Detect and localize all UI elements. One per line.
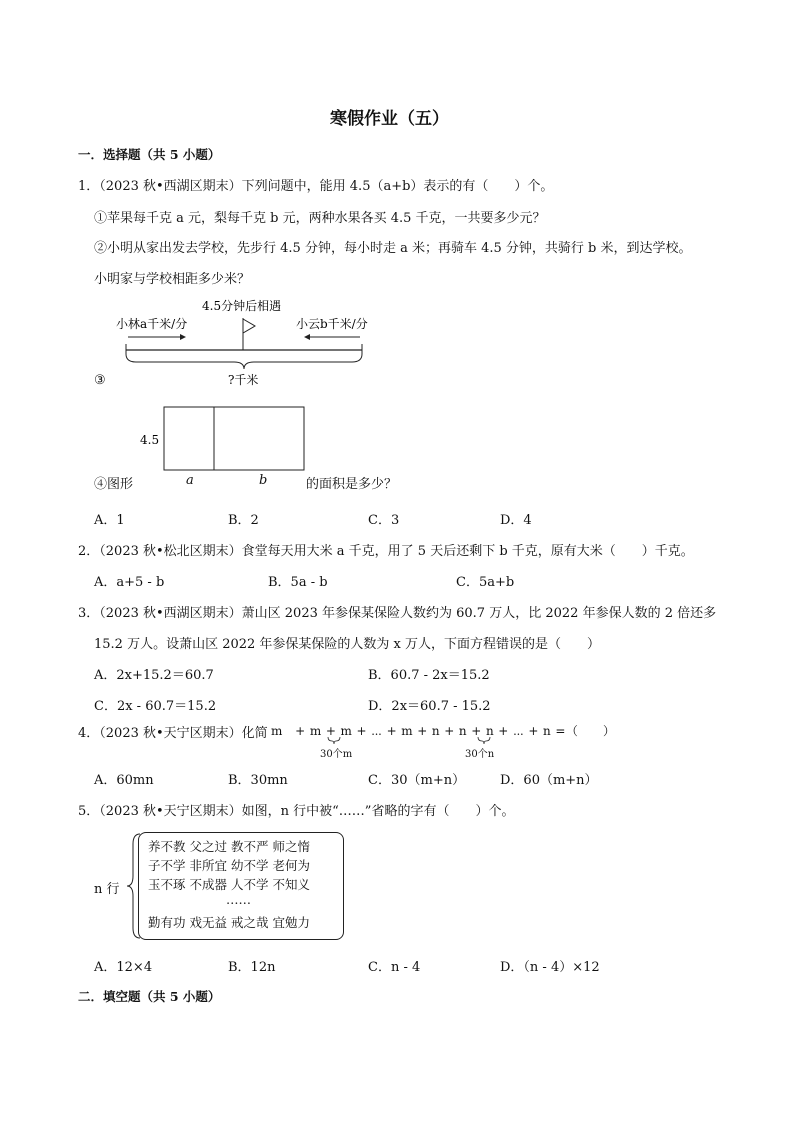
q4-option-b[interactable]: B．30mn [228, 773, 288, 788]
q3-option-d[interactable]: D．2x＝60.7 - 15.2 [368, 699, 491, 714]
q4-brace-m-label: 30个m [320, 749, 353, 760]
q5-verse-row-1: 养不教 父之过 教不严 师之惰 [148, 839, 311, 854]
q5-verse-row-3: 玉不琢 不成器 人不学 不知义 [148, 877, 311, 892]
q5-option-c[interactable]: C．n - 4 [368, 960, 421, 975]
q1-option-c[interactable]: C．3 [368, 513, 400, 528]
q4-brace-n-label: 30个n [465, 749, 495, 760]
rectangle-diagram [136, 404, 316, 474]
diagram-bottom-label: ?千米 [228, 373, 259, 387]
q3-option-a[interactable]: A．2x+15.2＝60.7 [94, 668, 214, 683]
q3-stem-line1: 3．（2023 秋•西湖区期末）萧山区 2023 年参保某保险人数约为 60.7 万人，比 2022 年参保人数的 2 倍还多 [78, 606, 717, 621]
q4-option-c[interactable]: C．30（m+n） [368, 773, 466, 788]
flag-icon [243, 319, 255, 333]
distance-brace [126, 354, 362, 369]
q4-expression: m + m + m + ⋯ + m + n + n + n + ⋯ + n =（ ） [271, 724, 616, 738]
diagram-top-label: 4.5分钟后相遇 [202, 299, 282, 313]
q2-option-b[interactable]: B．5a - b [268, 575, 328, 590]
rect-b-label: b [259, 473, 268, 488]
q4-option-a[interactable]: A．60mn [94, 773, 154, 788]
section-heading-choice: 一．选择题（共 5 小题） [78, 147, 221, 162]
q4-stem: 4．（2023 秋•天宁区期末）化简 [78, 726, 268, 741]
q1-item2-line1: ②小明从家出发去学校，先步行 4.5 分钟，每小时走 a 米；再骑车 4.5 分钟，共骑行 b 米，到达学校。 [94, 241, 692, 256]
q1-option-d[interactable]: D．4 [500, 513, 532, 528]
q5-verse-ellipsis: …… [226, 892, 251, 907]
q5-option-b[interactable]: B．12n [228, 960, 276, 975]
q1-item4-tail: 的面积是多少？ [306, 477, 398, 492]
rectangle-a [164, 407, 214, 470]
left-arrowhead [180, 334, 186, 340]
q1-item2-line2: 小明家与学校相距多少米？ [94, 272, 251, 287]
diagram-right-label: 小云b千米/分 [296, 317, 368, 331]
q1-option-b[interactable]: B．2 [228, 513, 259, 528]
q2-option-a[interactable]: A．a+5 - b [94, 575, 165, 590]
q2-option-c[interactable]: C．5a+b [456, 575, 515, 590]
q1-item1: ①苹果每千克 a 元，梨每千克 b 元，两种水果各买 4.5 千克，一共要多少元？ [94, 211, 546, 226]
rectangle-b [214, 407, 304, 470]
right-arrowhead [304, 334, 310, 340]
q5-stem: 5．（2023 秋•天宁区期末）如图，n 行中被“……”省略的字有（ ）个。 [78, 804, 515, 819]
q2-stem: 2．（2023 秋•松北区期末）食堂每天用大米 a 千克，用了 5 天后还剩下 b 千克，原有大米（ ）千克。 [78, 544, 694, 559]
q3-option-c[interactable]: C．2x - 60.7＝15.2 [94, 699, 217, 714]
rect-a-label: a [186, 473, 194, 488]
q1-item4-number: ④图形 [94, 477, 134, 492]
q5-option-d[interactable]: D．（n - 4）×12 [500, 960, 600, 975]
q1-stem: 1．（2023 秋•西湖区期末）下列问题中，能用 4.5（a+b）表示的有（ ）个。 [78, 179, 554, 194]
q5-verse-row-5: 勤有功 戏无益 戒之哉 宜勉力 [148, 915, 311, 930]
section-heading-fill: 二．填空题（共 5 小题） [78, 989, 221, 1004]
q5-verse-row-2: 子不学 非所宜 幼不学 老何为 [148, 858, 311, 873]
q1-item3-number: ③ [94, 373, 106, 388]
q3-stem-line2: 15.2 万人。设萧山区 2022 年参保某保险的人数为 x 万人，下面方程错误的是（ ） [94, 637, 601, 652]
rect-side-label: 4.5 [140, 433, 160, 447]
meeting-diagram [110, 296, 390, 388]
q1-option-a[interactable]: A．1 [94, 513, 125, 528]
q5-option-a[interactable]: A．12×4 [94, 960, 153, 975]
page-title: 寒假作业（五） [330, 109, 449, 129]
q4-option-d[interactable]: D．60（m+n） [500, 773, 598, 788]
diagram-left-label: 小林a千米/分 [116, 317, 188, 331]
q5-row-label: n 行 [94, 882, 120, 897]
q3-option-b[interactable]: B．60.7 - 2x＝15.2 [368, 668, 490, 683]
